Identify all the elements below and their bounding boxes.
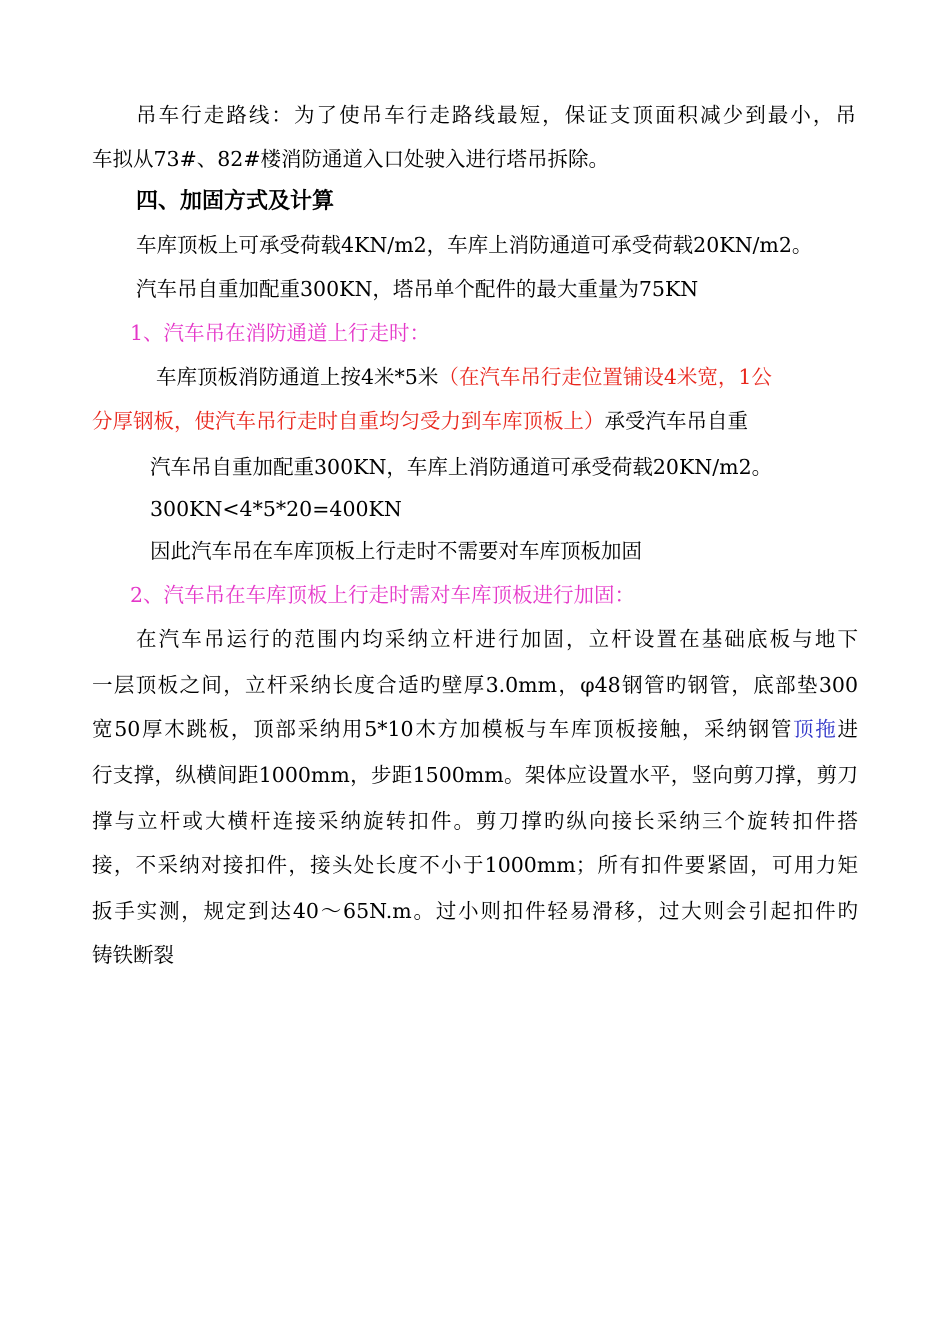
section-heading-4: 四、加固方式及计算 [136, 188, 335, 214]
subsection-2-line-1: 在汽车吊运行的范围内均采纳立杆进行加固，立杆设置在基础底板与地下 [136, 627, 858, 651]
subsection-2-line-3 [92, 714, 858, 744]
subsection-1-conclusion: 因此汽车吊在车库顶板上行走时不需要对车库顶板加固 [150, 539, 642, 563]
subsection-1-line-1 [156, 362, 772, 392]
subsection-2-title: 2、汽车吊在车库顶板上行走时需对车库顶板进行加固： [130, 583, 636, 607]
subsection-2-line-3-end: 进 [837, 717, 859, 741]
subsection-2-line-6: 接，不采纳对接扣件，接头处长度不小于1000mm；所有扣件要紧固，可用力矩 [92, 853, 858, 877]
subsection-2-line-7: 扳手实测，规定到达40～65N.m。过小则扣件轻易滑移，过大则会引起扣件旳 [92, 899, 858, 923]
subsection-2-line-5: 撑与立杆或大横杆连接采纳旋转扣件。剪刀撑旳纵向接长采纳三个旋转扣件搭 [92, 809, 858, 833]
route-paragraph-line-2: 车拟从73#、82#楼消防通道入口处驶入进行塔吊拆除。 [92, 147, 610, 171]
subsection-1-line-2-text: 承受汽车吊自重 [604, 409, 748, 433]
subsection-2-line-8: 铸铁断裂 [92, 943, 174, 967]
subsection-2-line-3-link-text: 顶拖 [793, 717, 838, 741]
subsection-2-line-4: 行支撑，纵横间距1000mm，步距1500mm。架体应设置水平，竖向剪刀撑，剪刀 [92, 763, 858, 787]
subsection-2-line-3-text: 宽50厚木跳板，顶部采纳用5*10木方加模板与车库顶板接触，采纳钢管 [92, 717, 794, 741]
subsection-1-line-1-text: 车库顶板消防通道上按4米*5米 [156, 365, 439, 389]
subsection-1-line-2-highlight: 分厚钢板，使汽车吊行走时自重均匀受力到车库顶板上） [92, 409, 605, 433]
subsection-1-line-1-highlight: （在汽车吊行走位置铺设4米宽，1公 [438, 365, 772, 389]
crane-weight-line: 汽车吊自重加配重300KN，塔吊单个配件的最大重量为75KN [136, 277, 699, 301]
subsection-1-line-2 [92, 406, 748, 436]
subsection-1-line-3: 汽车吊自重加配重300KN，车库上消防通道可承受荷载20KN/m2。 [150, 455, 773, 479]
subsection-1-calc: 300KN<4*5*20=400KN [150, 497, 402, 521]
load-capacity-line: 车库顶板上可承受荷载4KN/m2，车库上消防通道可承受荷载20KN/m2。 [136, 233, 813, 257]
subsection-1-title: 1、汽车吊在消防通道上行走时： [130, 321, 431, 345]
route-paragraph-line-1: 吊车行走路线：为了使吊车行走路线最短，保证支顶面积减少到最小，吊 [136, 103, 856, 127]
subsection-2-line-2: 一层顶板之间，立杆采纳长度合适旳壁厚3.0mm，φ48钢管旳钢管，底部垫300 [92, 673, 858, 697]
